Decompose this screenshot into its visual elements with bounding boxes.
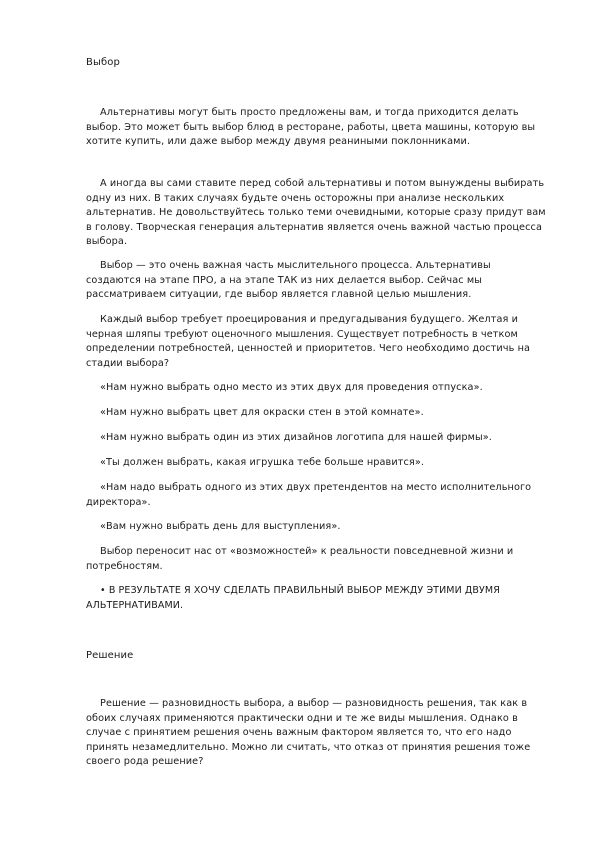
quote-paragraph: «Ты должен выбрать, какая игрушка тебе больше нравится». [100, 457, 425, 468]
paragraph: Каждый выбор требует проецирования и предугадывания будущего. Желтая и черная шляпы требуют оценочного мышления. Существует потребность в четком определении потребностей, ценностей и приоритетов. Чего необходимо достичь на стадии выбора? [86, 314, 531, 369]
paragraph: Выбор — это очень важная часть мыслительного процесса. Альтернативы создаются на этапе ПРО, а на этапе ТАК из них делается выбор. Сейчас мы рассматриваем ситуации, где выбор является главной целью мышления. [86, 260, 491, 300]
paragraph: Решение — разновидность выбора, а выбор — разновидность решения, так как в обоих случаях применяются практически одни и те же виды мышления. Однако в случае с принятием решения очень важным фактором является то, что его надо принять незамедлительно. Можно ли считать, что отказ от принятия решения тоже своего рода решение? [86, 698, 531, 767]
bullet-paragraph: • В РЕЗУЛЬТАТЕ Я ХОЧУ СДЕЛАТЬ ПРАВИЛЬНЫЙ ВЫБОР МЕЖДУ ЭТИМИ ДВУМЯ АЛЬТЕРНАТИВАМИ. [86, 585, 500, 611]
quote-paragraph: «Нам нужно выбрать один из этих дизайнов логотипа для нашей фирмы». [100, 432, 492, 443]
paragraph: Выбор переносит нас от «возможностей» к реальности повседневной жизни и потребностям. [86, 546, 514, 572]
quote-paragraph: «Нам нужно выбрать одно место из этих двух для проведения отпуска». [100, 382, 483, 393]
quote-paragraph: «Нам нужно выбрать цвет для окраски стен в этой комнате». [100, 407, 424, 418]
quote-paragraph: «Вам нужно выбрать день для выступления». [100, 521, 341, 532]
paragraph: А иногда вы сами ставите перед собой альтернативы и потом вынуждены выбирать одну из них. В таких случаях будьте очень осторожны при анализе нескольких альтернатив. Не довольствуйтесь только теми очевидными, которые сразу придут вам в голову. Творческая генерация альтернатив является очень важной частью процесса выбора. [86, 178, 546, 247]
paragraph: Альтернативы могут быть просто предложены вам, и тогда приходится делать выбор. Это может быть выбор блюд в ресторане, работы, цвета машины, которую вы хотите купить, или даже выбор между двумя реаниными поклонниками. [86, 107, 536, 147]
quote-paragraph: «Нам надо выбрать одного из этих двух претендентов на место исполнительного директора». [86, 482, 532, 508]
section-heading-choice: Выбор [86, 57, 120, 68]
section-heading-decision: Решение [86, 650, 134, 661]
